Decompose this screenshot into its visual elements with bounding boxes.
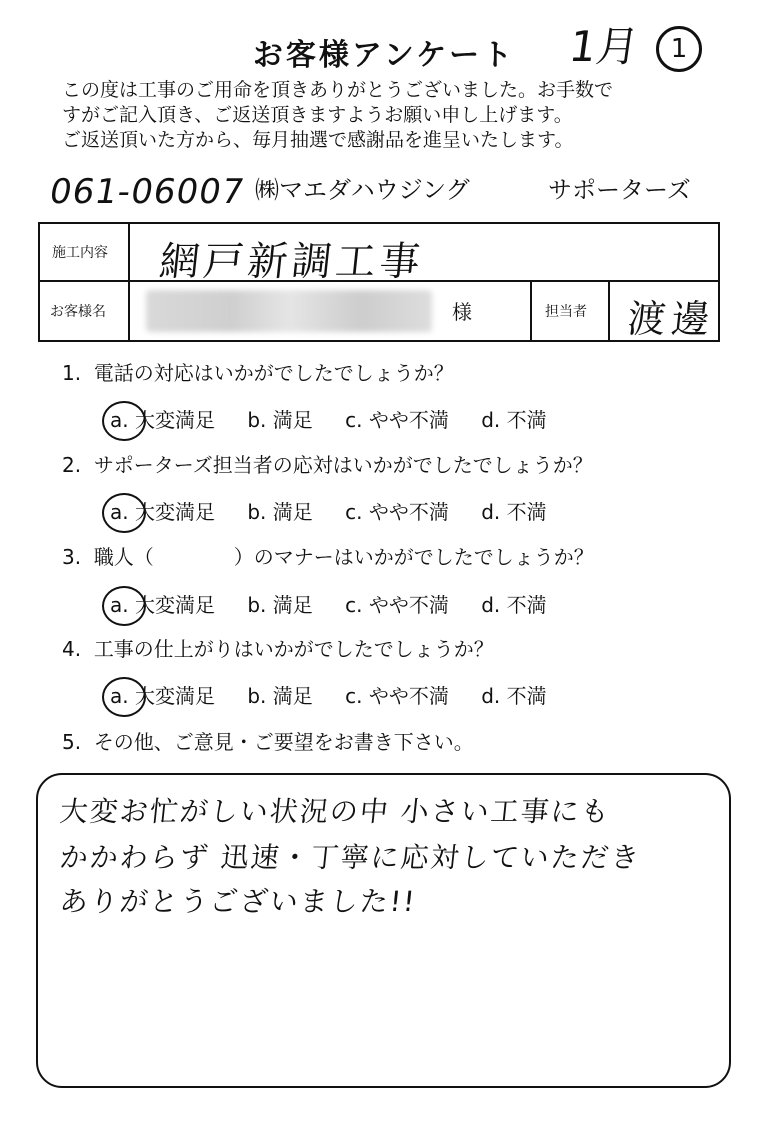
- answer-options-3[interactable]: [110, 589, 547, 618]
- option-c[interactable]: c.: [345, 593, 363, 617]
- intro-line: ご返送頂いた方から、毎月抽選で感謝品を進呈いたします。: [62, 129, 574, 151]
- answer-options-4[interactable]: [110, 680, 547, 709]
- option-c-label: やや不満: [368, 684, 449, 708]
- option-a-label: 大変満足: [134, 408, 215, 432]
- option-b-label: 満足: [272, 408, 313, 432]
- customer-suffix: 様: [452, 300, 472, 324]
- table-divider: [128, 224, 130, 340]
- option-c-label: やや不満: [368, 500, 449, 524]
- staff-label: 担当者: [545, 304, 587, 320]
- table-divider: [530, 280, 532, 340]
- answer-options-1[interactable]: [110, 404, 547, 433]
- selection-circle: [102, 401, 146, 441]
- intro-text: [62, 78, 742, 153]
- option-d[interactable]: d.: [481, 593, 501, 617]
- option-b-label: 満足: [272, 500, 313, 524]
- handwritten-month: 1月: [566, 22, 642, 71]
- question-text: サポーターズ担当者の応対はいかがでしたでしょうか？: [93, 453, 593, 477]
- option-a-selected[interactable]: a.: [110, 684, 129, 708]
- option-b-label: 満足: [272, 593, 313, 617]
- question-number: 4.: [62, 637, 82, 661]
- option-a-selected[interactable]: a.: [110, 500, 129, 524]
- option-d-label: 不満: [506, 408, 547, 432]
- option-d[interactable]: d.: [481, 500, 501, 524]
- question-number: 5.: [62, 730, 82, 754]
- option-c[interactable]: c.: [345, 684, 363, 708]
- option-d-label: 不満: [506, 500, 547, 524]
- option-a-label: 大変満足: [134, 593, 215, 617]
- comment-line: ありがとうございました!!: [58, 885, 419, 918]
- selection-circle: [102, 677, 146, 717]
- work-value[interactable]: 網戸新調工事: [157, 239, 427, 285]
- option-c-label: やや不満: [368, 408, 449, 432]
- customer-name-redacted: [146, 290, 432, 332]
- option-b[interactable]: b.: [247, 593, 267, 617]
- answer-options-2[interactable]: [110, 496, 547, 525]
- question-1: [62, 357, 454, 386]
- selection-circle: [102, 493, 146, 533]
- option-d-label: 不満: [506, 593, 547, 617]
- info-table: [38, 222, 720, 342]
- option-a-label: 大変満足: [134, 684, 215, 708]
- option-a-label: 大変満足: [134, 500, 215, 524]
- handwritten-circled-number: 1: [656, 26, 702, 72]
- question-number: 2.: [62, 453, 82, 477]
- option-b[interactable]: b.: [247, 408, 267, 432]
- question-2: [62, 449, 593, 478]
- question-number: 1.: [62, 361, 82, 385]
- comment-line: 大変お忙がしい状況の中 小さい工事にも: [58, 795, 613, 828]
- option-b-label: 満足: [272, 684, 313, 708]
- comment-line: かかわらず 迅速・丁寧に応対していただき: [58, 841, 643, 874]
- option-c[interactable]: c.: [345, 500, 363, 524]
- option-d[interactable]: d.: [481, 408, 501, 432]
- option-d[interactable]: d.: [481, 684, 501, 708]
- table-divider: [608, 280, 610, 340]
- work-label: 施工内容: [52, 245, 108, 261]
- option-a-selected[interactable]: a.: [110, 593, 129, 617]
- handwritten-code: 061-06007: [46, 172, 248, 212]
- staff-value[interactable]: 渡邊: [625, 297, 718, 341]
- intro-line: すがご記入頂き、ご返送頂きますようお願い申し上げます。: [62, 104, 573, 126]
- option-c-label: やや不満: [368, 593, 449, 617]
- question-text: 電話の対応はいかがでしたでしょうか？: [93, 361, 454, 385]
- option-c[interactable]: c.: [345, 408, 363, 432]
- question-3: [62, 541, 594, 570]
- question-5: [62, 726, 474, 755]
- customer-label: お客様名: [50, 304, 106, 320]
- question-text: 職人（ ）のマナーはいかがでしたでしょうか？: [93, 545, 594, 569]
- question-text: 工事の仕上がりはいかがでしたでしょうか？: [93, 637, 494, 661]
- option-a-selected[interactable]: a.: [110, 408, 129, 432]
- option-b[interactable]: b.: [247, 500, 267, 524]
- option-b[interactable]: b.: [247, 684, 267, 708]
- question-4: [62, 633, 494, 662]
- question-number: 3.: [62, 545, 82, 569]
- intro-line: この度は工事のご用命を頂きありがとうございました。お手数で: [62, 79, 614, 101]
- company-name: ㈱マエダハウジング: [255, 176, 470, 204]
- survey-title: お客様アンケート: [252, 38, 516, 73]
- department-name: サポーターズ: [548, 176, 691, 204]
- option-d-label: 不満: [506, 684, 547, 708]
- selection-circle: [102, 586, 146, 626]
- question-text: その他、ご意見・ご要望をお書き下さい。: [93, 730, 474, 754]
